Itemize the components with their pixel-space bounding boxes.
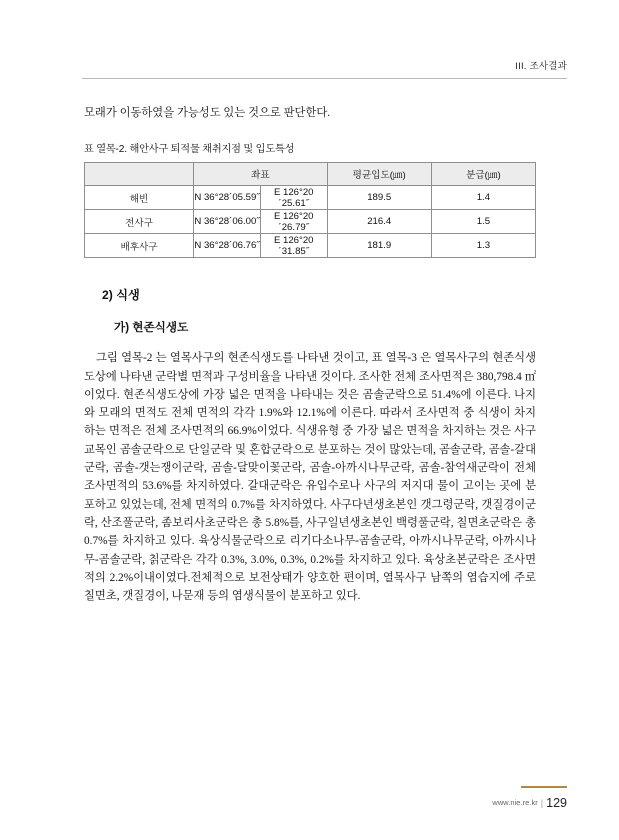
header-coordinates: 좌표 — [194, 163, 328, 186]
table-caption: 표 열목-2. 해안사구 퇴적물 채취지점 및 입도특성 — [84, 144, 295, 156]
header-mean-grain-size: 평균입도(㎛) — [327, 163, 431, 186]
section-heading-vegetation: 2) 식생 — [102, 288, 140, 303]
row-latitude: N 36°28´05.59˝ — [194, 186, 261, 210]
table-header-row — [85, 163, 536, 186]
row-mean-grain-size: 181.9 — [327, 234, 431, 258]
row-latitude: N 36°28´06.00˝ — [194, 210, 261, 234]
header-divider — [82, 78, 567, 79]
footer-separator: | — [540, 797, 544, 808]
sediment-table — [84, 162, 536, 258]
header-sorting: 분급(㎛) — [431, 163, 535, 186]
running-head: III. 조사결과 — [515, 61, 567, 72]
row-label: 해빈 — [85, 186, 194, 210]
footer-accent-rule — [521, 786, 567, 788]
header-blank-corner — [85, 163, 194, 186]
lead-paragraph: 모래가 이동하였을 가능성도 있는 것으로 판단한다. — [84, 107, 331, 119]
footer-url: www.nie.re.kr — [492, 798, 538, 808]
subsection-heading-actual-vegetation-map: 가) 현존식생도 — [114, 321, 189, 335]
row-sorting: 1.3 — [431, 234, 535, 258]
page-number: 129 — [546, 795, 567, 810]
table-head — [85, 163, 536, 186]
body-block — [84, 349, 536, 605]
row-longitude: E 126°20´25.61˝ — [260, 186, 327, 210]
vegetation-paragraph: 그림 열목-2 는 열목사구의 현존식생도를 나타낸 것이고, 표 열목-3 은 열목사구의 현존식생도상에 나타낸 군락별 면적과 구성비율을 나타낸 것이다. 조사한 전체 조사면적은 380,798.4 ㎡이었다. 현존식생도상에 가장 넓은 면적을 나타내는 것은 곰솔군락으로 51.4%에 이른다. 나지와 모래의 면적도 전체 면적의 각각 1.9%와 12.1%에 이른다. 따라서 조사면적 중 식생이 차지하는 면적은 전체 조사면적의 66.9%이었다. 식생유형 중 가장 넓은 면적을 차지하는 것은 사구교목인 곰솔군락으로 단일군락 및 혼합군락으로 분포하는 것이 많았는데, 곰솔군락, 곰솔-갈대군락, 곰솔-갯는쟁이군락, 곰솔-달맞이꽃군락, 곰솔-아까시나무군락, 곰솔-참억새군락이 전체 조사면적의 53.6%를 차지하였다. 갈대군락은 유입수로나 사구의 저지대 물이 고이는 곳에 분포하고 있었는데, 전체 면적의 0.7%를 차지하였다. 사구다년생초본인 갯그령군락, 갯질경이군락, 산조풀군락, 좀보리사초군락은 총 5.8%를, 사구일년생초본인 백령풀군락, 칠면초군락은 총 0.7%를 차지하고 있다. 육상식물군락으로 리기다소나무-곰솔군락, 아까시나무군락, 아까시나무-곰솔군락, 칡군락은 각각 0.3%, 3.0%, 0.3%, 0.2%를 차지하고 있다. 육상초본군락은 조사면적의 2.2%이내이였다.전체적으로 보전상태가 양호한 편이며, 열목사구 남쪽의 염습지에 주로 칠면초, 갯질경이, 나문재 등의 염생식물이 분포하고 있다. — [84, 352, 536, 603]
table-body — [85, 186, 536, 258]
row-label: 배후사구 — [85, 234, 194, 258]
table-row — [85, 210, 536, 234]
table-row — [85, 186, 536, 210]
page-footer — [492, 794, 567, 812]
row-latitude: N 36°28´06.76˝ — [194, 234, 261, 258]
row-longitude: E 126°20´31.85˝ — [260, 234, 327, 258]
table-row — [85, 234, 536, 258]
page-content — [84, 104, 536, 605]
row-sorting: 1.4 — [431, 186, 535, 210]
row-longitude: E 126°20´26.79˝ — [260, 210, 327, 234]
row-mean-grain-size: 216.4 — [327, 210, 431, 234]
row-sorting: 1.5 — [431, 210, 535, 234]
row-label: 전사구 — [85, 210, 194, 234]
row-mean-grain-size: 189.5 — [327, 186, 431, 210]
